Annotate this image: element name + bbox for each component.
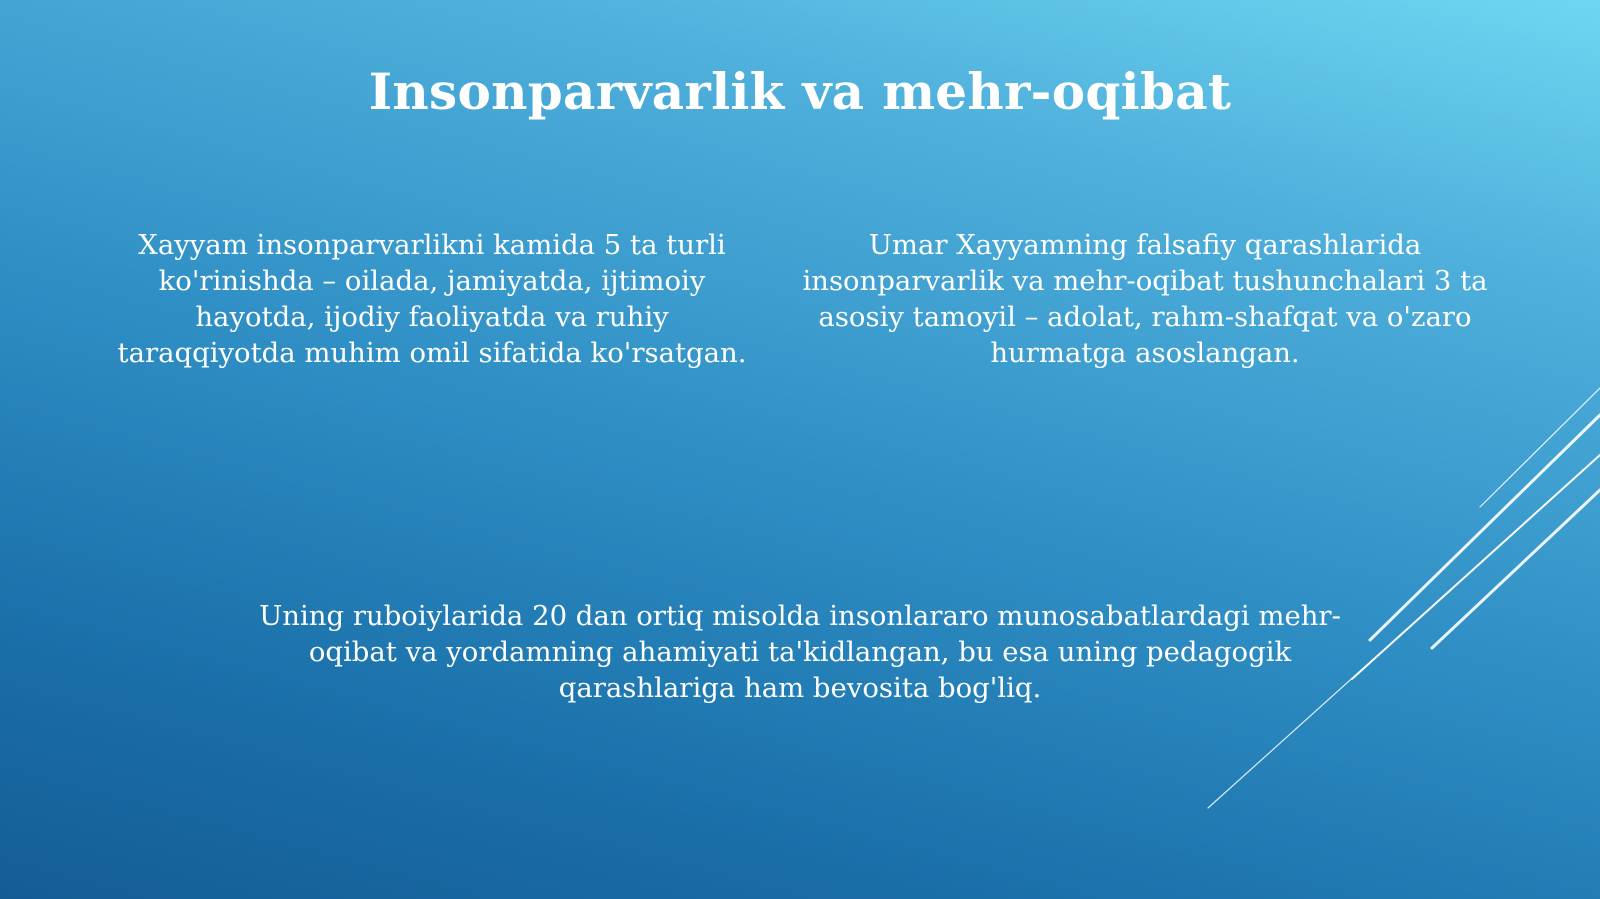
text-block-bottom: Uning ruboiylarida 20 dan ortiq misolda insonlararo munosabatlardagi mehr-oqibat va yordamning ahamiyati ta'kidlangan, bu esa uning pedagogik qarashlariga ham bevosita bog'liq. (259, 600, 1341, 704)
deco-line (1480, 388, 1600, 507)
deco-line (1432, 490, 1600, 648)
text-block-right: Umar Xayyamning falsafiy qarashlarida insonparvarlik va mehr-oqibat tushunchalari 3 ta asosiy tamoyil – adolat, rahm-shafqat va o'zaro hurmatga asoslangan. (802, 229, 1488, 369)
slide-title: Insonparvarlik va mehr-oqibat (368, 62, 1232, 121)
deco-line (1370, 415, 1600, 640)
text-block-left: Xayyam insonparvarlikni kamida 5 ta turli ko'rinishda – oilada, jamiyatda, ijtimoiy hayotda, ijodiy faoliyatda va ruhiy taraqqiyotda muhim omil sifatida ko'rsatgan. (117, 229, 747, 369)
deco-line (1352, 455, 1600, 679)
